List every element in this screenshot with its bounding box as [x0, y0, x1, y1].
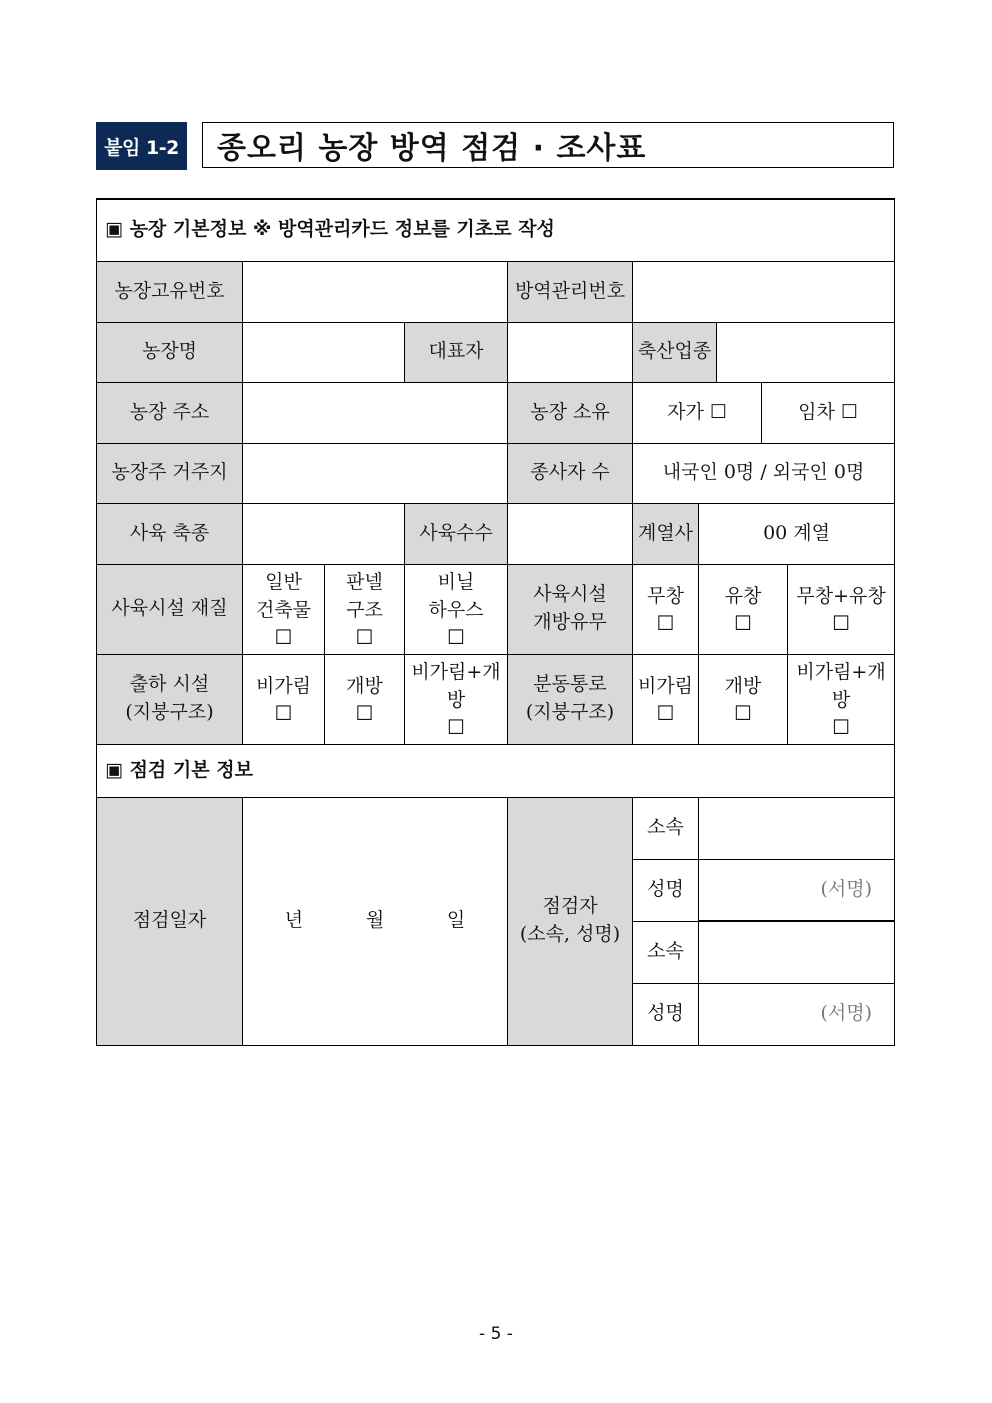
label-workers: 종사자 수 [508, 443, 633, 503]
option-open[interactable] [325, 654, 405, 744]
label-name-2: 성명 [633, 983, 699, 1045]
checkbox-icon[interactable]: ☐ [832, 714, 850, 739]
date-month: 월 [365, 909, 385, 932]
option-label: 무창+유창 [796, 585, 886, 608]
label-livestock-type: 축산업종 [633, 322, 717, 382]
checkbox-icon[interactable]: ☐ [447, 624, 465, 649]
field-inspection-date[interactable] [243, 797, 508, 1045]
option-label: 비가림 [255, 675, 312, 698]
label-inspection-date: 점검일자 [97, 797, 243, 1045]
checkbox-icon[interactable]: ☐ [832, 610, 850, 635]
field-farm-address[interactable] [243, 382, 508, 443]
field-name-1[interactable]: (서명) [699, 859, 895, 921]
label-ownership: 농장 소유 [508, 382, 633, 443]
option-general-building[interactable] [243, 564, 325, 654]
section-farm-basic-info: ▣ 농장 기본정보 ※ 방역관리카드 정보를 기초로 작성 [97, 199, 895, 261]
field-affiliation-2[interactable] [699, 921, 895, 983]
date-day: 일 [446, 909, 466, 932]
option-panel[interactable] [325, 564, 405, 654]
checkbox-icon[interactable]: ☐ [734, 700, 752, 725]
option-label: 일반 [265, 571, 302, 594]
date-year: 년 [284, 909, 304, 932]
checkbox-icon[interactable]: ☐ [656, 610, 675, 635]
field-representative[interactable] [508, 322, 633, 382]
option-windowless-windowed[interactable] [788, 564, 895, 654]
label-line: 개방유무 [533, 611, 607, 633]
label-line: (지붕구조) [125, 701, 214, 723]
checkbox-icon[interactable]: ☐ [447, 714, 465, 739]
option-label: 비가림+개방 [411, 661, 501, 711]
field-head-count[interactable] [508, 503, 633, 564]
page-number: - 5 - [479, 1324, 513, 1344]
field-farm-name[interactable] [243, 322, 405, 382]
label-farm-address: 농장 주소 [97, 382, 243, 443]
option-label: 건축물 [255, 599, 312, 621]
checkbox-icon[interactable]: ☐ [355, 700, 374, 725]
field-affiliation-1[interactable] [699, 797, 895, 859]
label-owner-residence: 농장주 거주지 [97, 443, 243, 503]
label-facility-open [508, 564, 633, 654]
checkbox-icon[interactable]: ☐ [274, 624, 293, 649]
attachment-tag: 붙임 1-2 [96, 122, 187, 170]
label-line: (지붕구조) [525, 701, 615, 723]
label-affiliate: 계열사 [633, 503, 699, 564]
field-farm-id[interactable] [243, 261, 508, 322]
option-label: 비가림 [637, 675, 694, 698]
option-label: 구조 [346, 599, 383, 621]
option-label: 비닐 [437, 571, 475, 594]
checkbox-icon[interactable]: ☐ [656, 700, 675, 725]
label-line: 점검자 [542, 895, 598, 918]
checkbox-icon[interactable]: ☐ [274, 700, 293, 725]
field-name-2[interactable]: (서명) [699, 983, 895, 1045]
option-own[interactable]: 자가 ☐ [633, 382, 762, 443]
option-label: 비가림+개방 [796, 661, 886, 711]
label-line: 사육시설 [533, 583, 607, 606]
option-label: 유창 [724, 585, 762, 608]
field-species[interactable] [243, 503, 405, 564]
option-covered-2[interactable] [633, 654, 699, 744]
label-line: 분동통로 [533, 673, 607, 696]
checkbox-icon[interactable]: ☐ [734, 610, 752, 635]
label-inspector [508, 797, 633, 1045]
label-manure-passage [508, 654, 633, 744]
label-quarantine-no: 방역관리번호 [508, 261, 633, 322]
option-label: 개방 [346, 675, 383, 698]
option-covered[interactable] [243, 654, 325, 744]
field-owner-residence[interactable] [243, 443, 508, 503]
label-representative: 대표자 [405, 322, 508, 382]
field-livestock-type[interactable] [717, 322, 895, 382]
label-shipping-facility [97, 654, 243, 744]
option-windowless[interactable] [633, 564, 699, 654]
label-facility-material: 사육시설 재질 [97, 564, 243, 654]
option-covered-open-2[interactable] [788, 654, 895, 744]
label-head-count: 사육수수 [405, 503, 508, 564]
label-species: 사육 축종 [97, 503, 243, 564]
field-quarantine-no[interactable] [633, 261, 895, 322]
label-affiliation-1: 소속 [633, 797, 699, 859]
label-name-1: 성명 [633, 859, 699, 921]
option-label: 판넬 [346, 571, 383, 594]
page-title: 종오리 농장 방역 점검 · 조사표 [202, 122, 894, 168]
field-affiliate[interactable]: 00 계열 [699, 503, 895, 564]
label-line: (소속, 성명) [519, 923, 621, 945]
label-line: 출하 시설 [129, 673, 210, 696]
section-inspection-info: ▣ 점검 기본 정보 [97, 744, 895, 797]
option-label: 개방 [724, 675, 762, 698]
label-affiliation-2: 소속 [633, 921, 699, 983]
option-covered-open[interactable] [405, 654, 508, 744]
option-open-2[interactable] [699, 654, 788, 744]
label-farm-name: 농장명 [97, 322, 243, 382]
option-lease[interactable]: 임차 ☐ [762, 382, 895, 443]
option-windowed[interactable] [699, 564, 788, 654]
option-label: 무창 [647, 585, 684, 608]
page-header [96, 122, 896, 170]
option-label: 하우스 [428, 599, 484, 621]
label-farm-id: 농장고유번호 [97, 261, 243, 322]
inspection-form [96, 198, 895, 1046]
checkbox-icon[interactable]: ☐ [355, 624, 374, 649]
field-workers[interactable]: 내국인 0명 / 외국인 0명 [633, 443, 895, 503]
option-vinyl-house[interactable] [405, 564, 508, 654]
